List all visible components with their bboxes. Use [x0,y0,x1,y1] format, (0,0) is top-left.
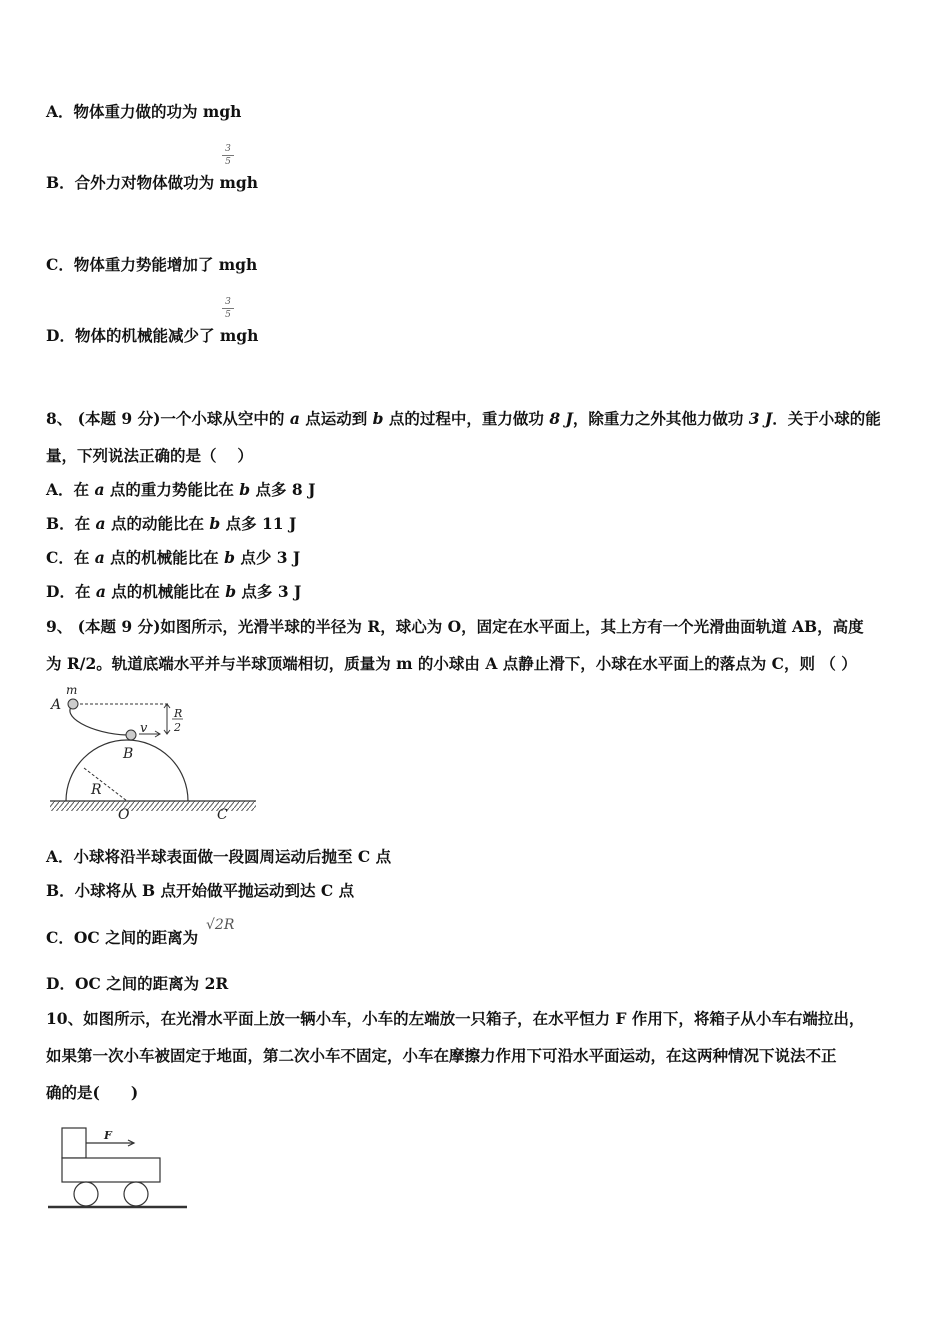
text: 点的机械能比在 [105,582,226,601]
point-a: a [95,514,106,533]
point-a: a [95,582,106,601]
point-a: a [289,409,300,428]
point-b: b [372,409,384,428]
text: 点运动到 [299,409,373,428]
cart-body [62,1158,160,1182]
curved-track-ab [70,704,127,735]
label-m: m [66,683,78,697]
text: B．在 [46,514,96,533]
label-r-numerator: R [174,707,183,720]
q7-option-d: D．物体的机械能减少了 mgh [46,326,259,345]
q9-option-c: C．OC 之间的距离为 [46,928,199,947]
q9-option-d: D．OC 之间的距离为 2R [46,974,229,993]
q9-option-b: B．小球将从 B 点开始做平抛运动到达 C 点 [46,881,355,900]
point-b: b [225,582,237,601]
q10-stem-line-1: 10、如图所示，在光滑水平面上放一辆小车，小车的左端放一只箱子，在水平恒力 F 作用下，将箱子从小车右端拉出， [46,1009,865,1028]
label-r-denominator: 2 [174,721,181,734]
text: D．在 [46,582,96,601]
label-f: F [104,1129,112,1142]
point-a: a [94,480,105,499]
q7-option-b-fraction [222,144,234,167]
text: 点多 11 J [220,514,297,533]
fraction-denominator: 5 [225,157,231,167]
q7-option-a: A．物体重力做的功为 mgh [46,102,242,121]
cart-wheel-left [74,1182,98,1206]
q9-option-c-expression: √2R [206,917,235,933]
hemisphere-track-figure [44,682,264,822]
fraction-numerator: 3 [225,144,231,154]
q9-stem-line-2: 为 R/2。轨道底端水平并与半球顶端相切，质量为 m 的小球由 A 点静止滑下，小球在水平面上的落点为 C，则 （ ） [46,654,857,673]
text: ．关于小球的能 [772,409,881,428]
q8-option-a [46,479,315,501]
q9-option-a: A．小球将沿半球表面做一段圆周运动后抛至 C 点 [46,847,392,866]
text: 点多 3 J [236,582,302,601]
text: A．在 [46,480,95,499]
point-b: b [209,514,221,533]
q10-stem-line-3: 确的是( ) [46,1083,139,1102]
q8-option-c [46,547,300,569]
fraction-denominator: 5 [225,310,231,320]
q8-option-d [46,581,301,603]
text: 点的机械能比在 [104,548,225,567]
ball-at-a [68,699,78,709]
text: ，除重力之外其他力做功 [572,409,749,428]
text: 点的重力势能比在 [104,480,240,499]
text: 点少 3 J [234,548,301,567]
cart-box-figure [44,1120,194,1216]
label-o: O [118,807,130,822]
q8-stem-line-2: 量，下列说法正确的是（ ） [46,446,253,465]
q7-option-d-fraction [222,297,234,320]
text: 点的过程中，重力做功 [383,409,550,428]
label-r: R [91,782,102,798]
q7-option-b: B．合外力对物体做功为 mgh [46,173,259,192]
q9-stem-line-1: 9、 (本题 9 分)如图所示，光滑半球的半径为 R，球心为 O，固定在水平面上，其上方有一个光滑曲面轨道 AB，高度 [46,617,864,636]
box [62,1128,86,1158]
text: C．在 [46,548,95,567]
other-work: 3 J [748,409,773,428]
q8-option-b [46,513,296,535]
ball-at-b [126,730,136,740]
point-b: b [239,480,251,499]
label-a: A [51,697,62,713]
fraction-numerator: 3 [225,297,231,307]
q8-stem-line-1 [46,408,881,430]
label-b: B [123,746,134,762]
label-c: C [217,807,228,822]
point-a: a [94,548,105,567]
point-b: b [224,548,235,567]
text: 点的动能比在 [105,514,210,533]
q7-option-c: C．物体重力势能增加了 mgh [46,255,258,274]
text: 8、 (本题 9 分)一个小球从空中的 [46,409,290,428]
text: 点多 8 J [250,480,316,499]
gravity-work: 8 J [549,409,573,428]
cart-wheel-right [124,1182,148,1206]
q10-stem-line-2: 如果第一次小车被固定于地面，第二次小车不固定，小车在摩擦力作用下可沿水平面运动，在这两种情况下说法不正 [46,1046,837,1065]
label-v: v [140,721,148,736]
